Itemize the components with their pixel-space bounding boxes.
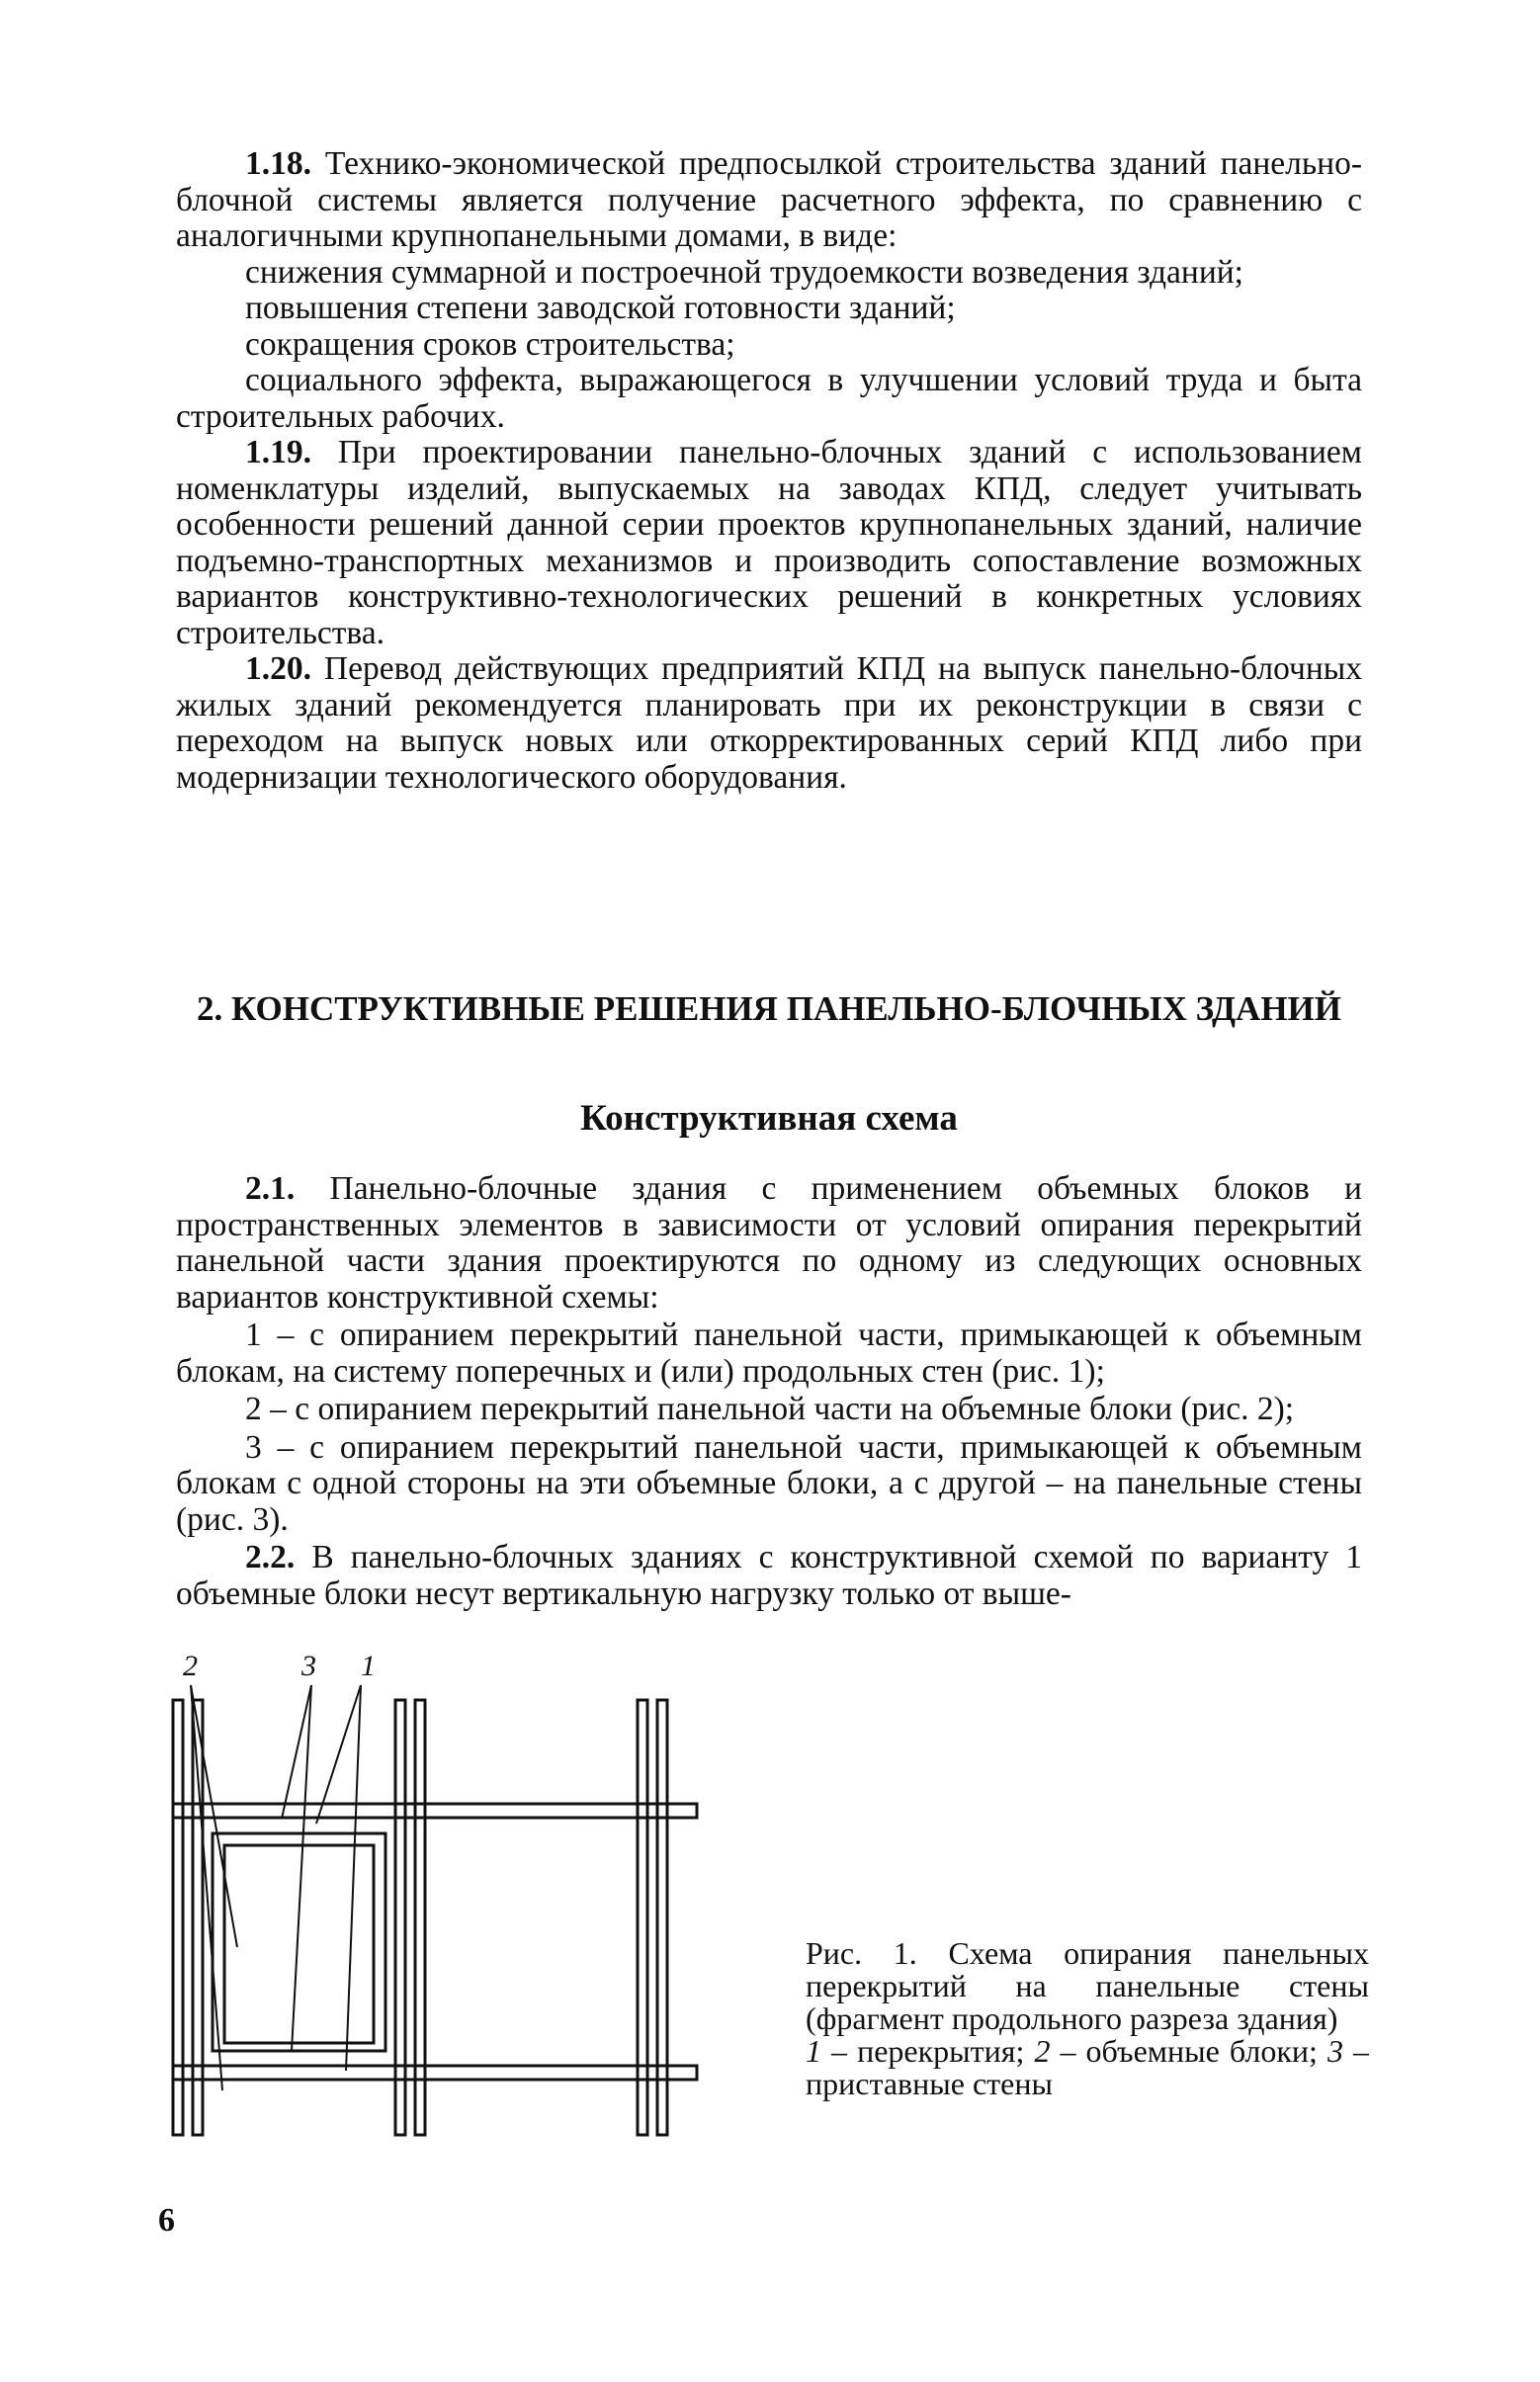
slab-upper (173, 1804, 697, 1818)
paragraph-1-20: 1.20. Перевод действующих предприятий КПД на выпуск панельно-блочных жилых зданий рекомендуется планировать при их реконструкции в связи с переходом на выпуск новых или откорректированных серий КПД либо при модернизации технологического оборудования. (176, 650, 1363, 796)
figure-caption (806, 1937, 1369, 2100)
section-heading: 2. КОНСТРУКТИВНЫЕ РЕШЕНИЯ ПАНЕЛЬНО-БЛОЧНЫХ ЗДАНИЙ (196, 989, 1342, 1028)
paragraph-2-1: 2.1. Панельно-блочные здания с применением объемных блоков и пространственных элементов в зависимости от условий опирания перекрытий панельной части здания проектируются по одному из следующих основных вариантов конструктивной схемы: (176, 1170, 1362, 1316)
list-item: 3 – с опиранием перекрытий панельной части, примыкающей к объемным блокам с одной стороны на эти объемные блоки, а с другой – на панельные стены (рис. 3). (176, 1428, 1362, 1538)
wall-right (638, 1700, 647, 2135)
paragraph-1-19: 1.19. При проектировании панельно-блочных зданий с использованием номенклатуры изделий, выпускаемых на заводах КПД, следует учитывать особенности решений данной серии проектов крупнопанельных зданий, наличие подъемно-транспортных механизмов и производить сопоставление возможных вариантов конструктивно-технологических решений в конкретных условиях строительства. (176, 434, 1362, 651)
figure-label-1: 1 (361, 1650, 376, 1682)
list-item: снижения суммарной и построечной трудоемкости возведения зданий; (245, 253, 1243, 291)
figure-label-2: 2 (183, 1650, 198, 1682)
figure-1-diagram (153, 1650, 766, 2160)
caption-legend: 1 – перекрытия; 2 – объемные блоки; 3 – приставные стены (806, 2033, 1369, 2101)
paragraph-2-2: 2.2. В панельно-блочных зданиях с конструктивной схемой по варианту 1 объемные блоки несут вертикальную нагрузку только от выше- (176, 1539, 1363, 1612)
leader-1b (346, 1685, 361, 2071)
text-section-2 (176, 1171, 1362, 1614)
list-item: социального эффекта, выражающегося в улучшении условий труда и быта строительных рабочих. (176, 362, 1362, 435)
wall-mid (395, 1700, 405, 2135)
wall-mid-inner (415, 1700, 425, 2135)
text-section-1 (176, 146, 1362, 796)
list-item: 2 – с опиранием перекрытий панельной части на объемные блоки (рис. 2); (245, 1391, 1295, 1427)
leader-2b (191, 1685, 222, 2090)
volume-block (213, 1833, 385, 2051)
figure-label-3: 3 (301, 1650, 316, 1682)
list-item: повышения степени заводской готовности зданий; (245, 290, 956, 326)
leader-3b (292, 1685, 311, 2051)
list-item: сокращения сроков строительства; (245, 325, 735, 363)
subsection-heading: Конструктивная схема (580, 1098, 958, 1139)
wall-right-inner (657, 1700, 667, 2135)
caption-title: Рис. 1. Схема опирания панельных перекрытий на панельные стены (фрагмент продольного разреза здания) (806, 1935, 1369, 2036)
list-item: 1 – с опиранием перекрытий панельной части, примыкающей к объемным блокам, на систему поперечных и (или) продольных стен (рис. 1); (176, 1317, 1362, 1390)
slab-lower (173, 2066, 697, 2080)
page-number: 6 (158, 2202, 175, 2239)
paragraph-1-18: 1.18. Технико-экономической предпосылкой строительства зданий панельно-блочной системы является получение расчетного эффекта, по сравнению с аналогичными крупнопанельными домами, в виде: (176, 145, 1363, 254)
